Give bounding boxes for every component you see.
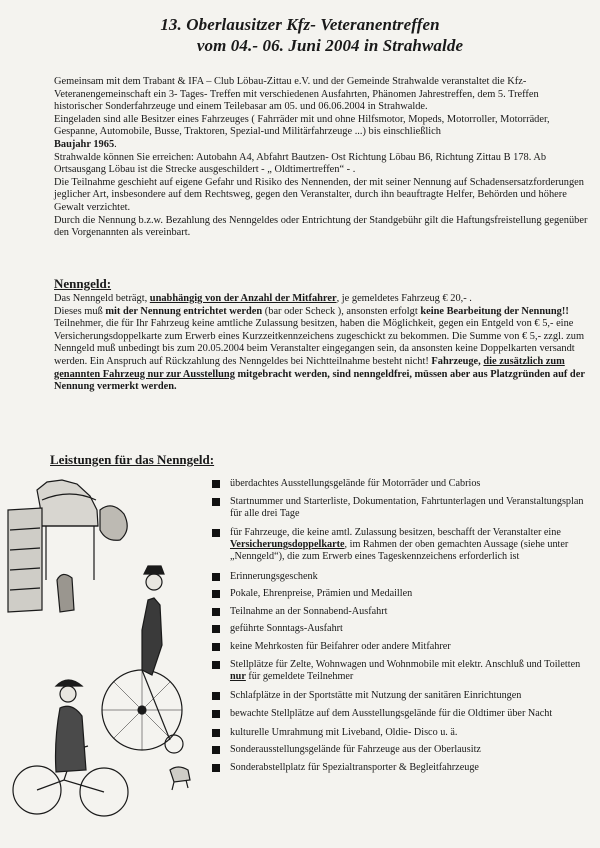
square-bullet-icon	[212, 625, 220, 633]
nenngeld-text-1: Das Nenngeld beträgt,	[54, 293, 150, 304]
list-item-text: kulturelle Umrahmung mit Liveband, Oldie- Disco u. ä.	[230, 726, 458, 738]
list-item	[212, 588, 592, 600]
nenngeld-heading: Nenngeld:	[54, 276, 112, 291]
list-item-text: Startnummer und Starterliste, Dokumentation, Fahrtunterlagen und Veranstaltungsplan für alle drei Tage	[230, 495, 584, 519]
nenngeld-text-2: Dieses muß	[54, 305, 106, 317]
intro-eligibility-text: Eingeladen sind alle Besitzer eines Fahrzeuges ( Fahrräder mit und ohne Hilfsmotor, Mopeds, Motorroller, Motorräder, Gespanne, Automobile, Busse, Traktoren, Spezial-und Militärfahrzeuge ...) bis einschließlich	[54, 113, 550, 138]
square-bullet-icon	[212, 529, 220, 537]
nenngeld-fahrzeuge: Fahrzeuge,	[431, 355, 484, 367]
leistungen-heading: Leistungen für das Nenngeld:	[50, 452, 215, 467]
title-line-1: 13. Oberlausitzer Kfz- Veteranentreffen	[160, 15, 440, 34]
title-line-2: vom 04.- 06. Juni 2004 in Strahwalde	[196, 36, 464, 55]
list-item-text: Schlafplätze in der Sportstätte mit Nutzung der sanitären Einrichtungen	[230, 689, 522, 701]
nenngeld-section	[54, 293, 588, 394]
nenngeld-text-2-rest: (bar oder Scheck ), ansonsten erfolgt	[262, 305, 421, 317]
list-item	[212, 571, 592, 583]
square-bullet-icon	[212, 746, 220, 754]
list-item	[212, 659, 592, 683]
nenngeld-heading-box	[54, 276, 111, 292]
nenngeld-paragraph	[54, 293, 588, 394]
nur-text: nur	[230, 670, 246, 682]
square-bullet-icon	[212, 498, 220, 506]
list-item	[212, 727, 592, 739]
vintage-cyclists-illustration	[2, 470, 207, 845]
list-item	[212, 744, 592, 756]
list-item-text: für Fahrzeuge, die keine amtl. Zulassung besitzen, beschafft der Veranstalter eine	[230, 527, 561, 538]
nenngeld-zusaetzlich: die zusätzlich zum genannten Fahrzeug nur zur Ausstellung	[54, 355, 565, 380]
list-item	[212, 496, 592, 520]
intro-paragraph-5: Durch die Nennung b.z.w. Bezahlung des Nenngeldes oder Entrichtung der Standgebühr gilt die Haftungsfreistellung gegenüber den Vorgenannten als vereinbart.	[54, 214, 588, 239]
list-item-text: keine Mehrkosten für Beifahrer oder andere Mitfahrer	[230, 640, 451, 652]
nenngeld-amount: , je gemeldetes Fahrzeug € 20,- .	[336, 293, 472, 304]
square-bullet-icon	[212, 573, 220, 581]
list-item	[212, 641, 592, 653]
list-item-text: Sonderabstellplatz für Spezialtransporter & Begleitfahrzeuge	[230, 761, 479, 773]
intro-paragraph-3: Strahwalde können Sie erreichen: Autobahn A4, Abfahrt Bautzen- Ost Richtung Löbau B6, Richtung Zittau B 178. Ab Ortsausgang Löbau ist die Strecke ausgeschildert - „ Oldtimertreffen“ - .	[54, 151, 547, 176]
square-bullet-icon	[212, 590, 220, 598]
nenngeld-entrichtet: mit der Nennung entrichtet werden	[105, 305, 263, 317]
list-item-text: geführte Sonntags-Ausfahrt	[230, 623, 343, 635]
page-title	[0, 14, 600, 56]
list-item	[212, 762, 592, 774]
list-item	[212, 478, 592, 490]
square-bullet-icon	[212, 710, 220, 718]
intro-paragraph-4: Die Teilnahme geschieht auf eigene Gefahr und Risiko des Nennenden, der mit seiner Nennung auf Schadensersatzforderungen jeglicher Art, insbesondere auf dem Rechtsweg, gegen den Veranstalter, durch ihn beauftragte Helfer, Behörden und höhere Gewalt verzichtet.	[54, 176, 584, 213]
list-item-text: Teilnahme an der Sonnabend-Ausfahrt	[230, 605, 388, 617]
list-item-text: , im Rahmen der oben gemachten Aussage (siehe unter „Nenngeld“), die zum Erwerb eines Tageskennzeichens erforderlich ist	[230, 539, 569, 563]
list-item	[212, 690, 592, 702]
list-item	[212, 623, 592, 635]
square-bullet-icon	[212, 764, 220, 772]
list-item	[212, 708, 592, 720]
list-item-text: Pokale, Ehrenpreise, Prämien und Medaillen	[230, 588, 413, 600]
list-item-text: Erinnerungsgeschenk	[230, 570, 318, 582]
versicherungsdoppelkarte-text: Versicherungsdoppelkarte	[230, 539, 345, 551]
list-item	[212, 606, 592, 618]
intro-baujahr: Baujahr 1965	[54, 138, 115, 150]
list-item-text: überdachtes Ausstellungsgelände für Motorräder und Cabrios	[230, 478, 481, 489]
square-bullet-icon	[212, 643, 220, 651]
square-bullet-icon	[212, 608, 220, 616]
intro-section	[54, 76, 588, 240]
square-bullet-icon	[212, 661, 220, 669]
list-item-text: für gemeldete Teilnehmer	[245, 670, 354, 682]
list-item	[212, 527, 592, 564]
list-item-text: Sonderausstellungsgelände für Fahrzeuge aus der Oberlausitz	[230, 744, 481, 756]
list-item-text: Stellplätze für Zelte, Wohnwagen und Wohnmobile mit elektr. Anschluß und Toiletten	[230, 658, 581, 670]
intro-paragraph-1: Gemeinsam mit dem Trabant & IFA – Club Löbau-Zittau e.V. und der Gemeinde Strahwalde veranstaltet die Kfz- Veteranengemeinschaft ein 3- Tages- Treffen mit verschiedenen Ausfahrten, Phänomen Jahrestreffen, dem 5. Treffen historischer Sonderfahrzeuge und einem Teilebasar am 05. und 06.06.2004 in Strahwalde.	[54, 76, 539, 113]
nenngeld-keine-bearbeitung: keine Bearbeitung der Nennung!!	[420, 305, 569, 317]
nenngeld-nenngeldfrei: mitgebracht werden, sind nenngeldfrei, müssen aber aus Platzgründen auf der Nennung vermerkt werden.	[54, 368, 585, 393]
nenngeld-unabhaengig: unabhängig von der Anzahl der Mitfahrer	[149, 293, 337, 304]
intro-paragraph-2: Eingeladen sind alle Besitzer eines Fahrzeuges ( Fahrräder mit und ohne Hilfsmotor, Mopeds, Motorroller, Motorräder, Gespanne, Automobile, Busse, Traktoren, Spezial-und Militärfahrzeuge ...) bis einschließlich Baujahr 1965.	[54, 113, 550, 150]
leistungen-list	[212, 478, 592, 780]
nenngeld-text-3: Teilnehmer, die für Ihr Fahrzeug keine amtliche Zulassung besitzen, haben die Möglichkeit, gegen ein Entgeld von € 5,- eine Versicherungsdoppelkarte zum Erwerb eines Kurzzeitkennzeichens zugeschickt zu bekommen. Die Summe von € 5,- zzgl. zum Nenngeld muß unbedingt bis zum 20.05.2004 beim Veranstalter eingegangen sein, da ansonsten keine Doppelkarten versandt werden. Ein Anspruch auf Rückzahlung des Nenngeldes bei Nichtteilnahme besteht nicht!	[54, 318, 585, 367]
square-bullet-icon	[212, 729, 220, 737]
list-item-text: bewachte Stellplätze auf dem Ausstellungsgelände für die Oldtimer über Nacht	[230, 707, 553, 719]
leistungen-heading-box	[50, 452, 214, 468]
square-bullet-icon	[212, 480, 220, 488]
square-bullet-icon	[212, 692, 220, 700]
